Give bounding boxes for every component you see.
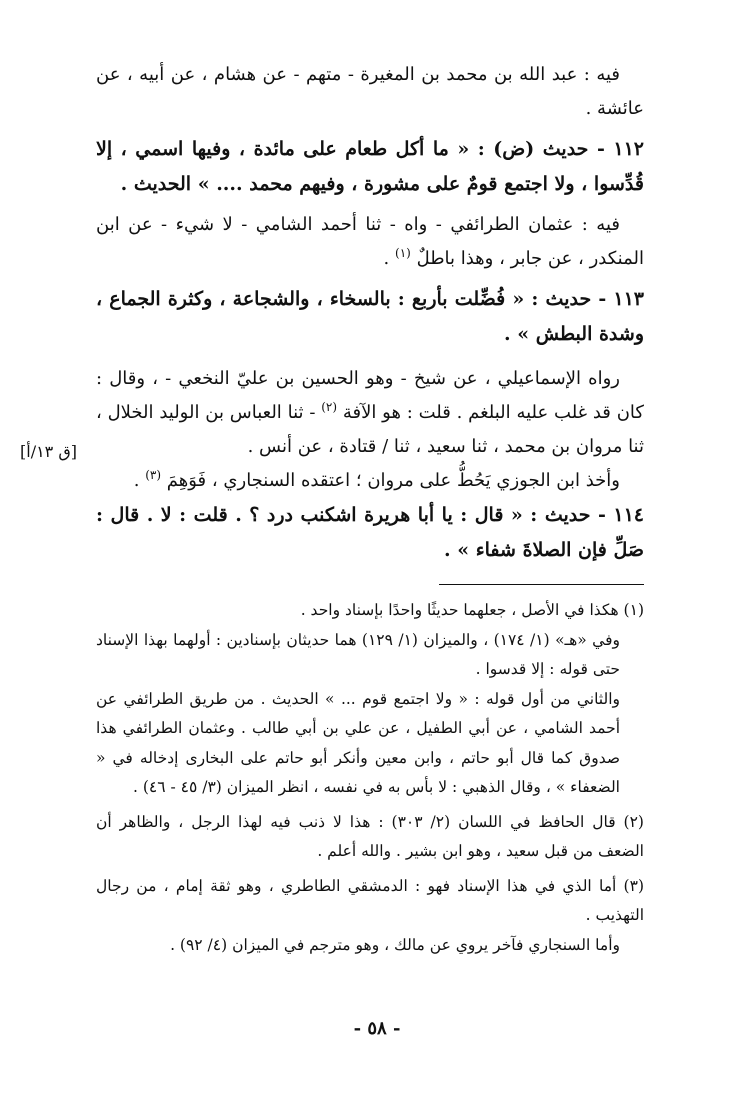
footnote-1-para-2: وفي «هـ» (١/ ١٧٤) ، والميزان (١/ ١٢٩) هما حديثان بإسنادين : أولهما بهذا الإسناد حتى قوله : إلا قدسوا . (96, 630, 620, 678)
footnote-1: (١) هكذا في الأصل ، جعلهما حديثًا واحدًا بإسناد واحد . (300, 601, 644, 619)
hadith-112: ١١٢ - حديث (ض) : « ما أكل طعام على مائدة ، وفيها اسمي ، إلا قُدِّسوا ، ولا اجتمع قومٌ على مشورة ، وفيهم محمد .... » الحديث . (96, 138, 644, 195)
footnote-ref-3: (٣) (145, 468, 162, 482)
paragraph-fihi-2: فيه : عثمان الطرائفي - واه - ثنا أحمد الشامي - لا شيء - عن ابن المنكدر ، عن جابر ، وهذا باطلٌ $^{(١)}$ . (96, 214, 644, 269)
footnote-3-para-2: وأما السنجاري فآخر يروي عن مالك ، وهو مترجم في الميزان (٤/ ٩٢) . (170, 935, 620, 954)
footnote-ref-1: (١) (395, 246, 411, 260)
footnote-2: (٢) قال الحافظ في اللسان (٢/ ٣٠٣) : هذا لا ذنب فيه لهذا الرجل ، والظاهر أن الضعف من قبل سعيد ، وهو ابن بشير . والله أعلم . (96, 812, 644, 860)
footnotes (96, 596, 644, 960)
manuscript-margin-note: [ق ١٣/أ] (20, 442, 78, 461)
footnote-ref-2: (٢) (321, 400, 338, 414)
footnote-3: (٣) أما الذي في هذا الإسناد فهو : الدمشقي الطاطري ، وهو ثقة إمام ، من رجال التهذيب . (96, 876, 644, 924)
footnote-divider (439, 584, 644, 585)
page-number: - ٥٨ - (353, 1018, 401, 1039)
main-text (96, 58, 644, 568)
footnote-1-para-3: والثاني من أول قوله : « ولا اجتمع قوم ... » الحديث . من طريق الطرائفي عن أحمد الشامي ، عن أبي الطفيل ، عن علي بن أبي طالب . وعثمان الطرائفي هذا صدوق كما قال أبو حاتم ، وابن معين وأنكر أبو حاتم على البخارى إدخاله في « الضعفاء » ، وقال الذهبي : لا بأس به في نفسه ، انظر الميزان (٣/ ٤٥ - ٤٦) . (96, 689, 620, 796)
hadith-114: ١١٤ - حديث : « قال : يا أبا هريرة اشكنب درد ؟ . قلت : لا . قال : صَلِّ فإن الصلاةَ شفاء » . (96, 504, 644, 561)
paragraph-riwayah: رواه الإسماعيلي ، عن شيخ - وهو الحسين بن عليّ النخعي - ، وقال : كان قد غلب عليه البلغم . قلت : هو الآفة $^{(٢)}$ - ثنا العباس بن الوليد الخلال ، ثنا مروان بن محمد ، ثنا سعيد ، ثنا / قتادة ، عن أنس . (96, 368, 644, 457)
paragraph-fihi-1: فيه : عبد الله بن محمد بن المغيرة - متهم - عن هشام ، عن أبيه ، عن عائشة . (96, 64, 644, 119)
paragraph-akhadha: وأخذ ابن الجوزي يَحُطُّ على مروان ؛ اعتقده السنجاري ، فَوَهِمَ $^{(٣)}$ . (133, 468, 620, 491)
hadith-113: ١١٣ - حديث : « فُضِّلت بأربع : بالسخاء ، والشجاعة ، وكثرة الجماع ، وشدة البطش » . (96, 288, 644, 345)
